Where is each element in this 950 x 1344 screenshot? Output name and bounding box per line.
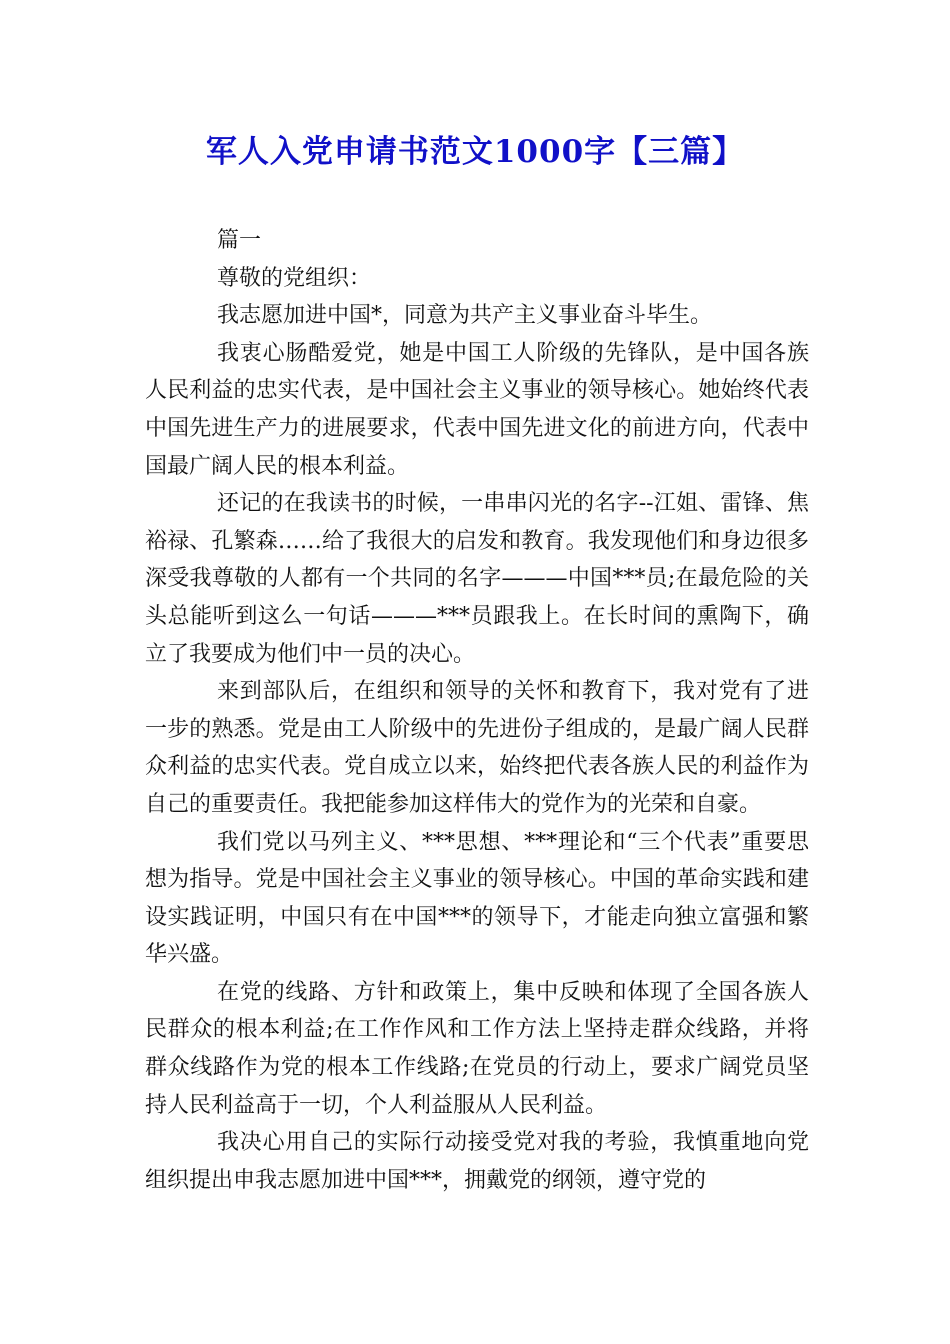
paragraph: 我们党以马列主义、***思想、***理论和“三个代表”重要思想为指导。党是中国社会主义事业的领导核心。中国的革命实践和建设实践证明，中国只有在中国***的领导下，才能走向独立富强和繁华兴盛。 <box>145 829 809 968</box>
document-body <box>145 222 809 1199</box>
paragraph: 我志愿加进中国*，同意为共产主义事业奋斗毕生。 <box>217 303 713 329</box>
paragraph: 来到部队后，在组织和领导的关怀和教育下，我对党有了进一步的熟悉。党是由工人阶级中的先进份子组成的，是最广阔人民群众利益的忠实代表。党自成立以来，始终把代表各族人民的利益作为自己的重要责任。我把能参加这样伟大的党作为的光荣和自豪。 <box>145 679 809 817</box>
paragraph-section-heading: 篇一 <box>217 228 262 253</box>
document-title: 军人入党申请书范文1000字【三篇】 <box>205 134 745 170</box>
paragraph: 在党的线路、方针和政策上，集中反映和体现了全国各族人民群众的根本利益;在工作作风和工作方法上坚持走群众线路，并将群众线路作为党的根本工作线路;在党员的行动上，要求广阔党员坚持人民利益高于一切，个人利益服从人民利益。 <box>145 979 809 1118</box>
paragraph: 我决心用自己的实际行动接受党对我的考验，我慎重地向党组织提出申我志愿加进中国***，拥戴党的纲领，遵守党的 <box>145 1130 809 1193</box>
paragraph-salutation: 尊敬的党组织： <box>217 265 372 291</box>
paragraph: 还记的在我读书的时候，一串串闪光的名字--江姐、雷锋、焦裕禄、孔繁森……给了我很大的启发和教育。我发现他们和身边很多深受我尊敬的人都有一个共同的名字———中国***员;在最危险的关头总能听到这么一句话———***员跟我上。在长时间的熏陶下，确立了我要成为他们中一员的决心。 <box>145 491 809 667</box>
paragraph: 我衷心肠酷爱党，她是中国工人阶级的先锋队，是中国各族人民利益的忠实代表，是中国社会主义事业的领导核心。她始终代表中国先进生产力的进展要求，代表中国先进文化的前进方向，代表中国最广阔人民的根本利益。 <box>145 340 809 479</box>
